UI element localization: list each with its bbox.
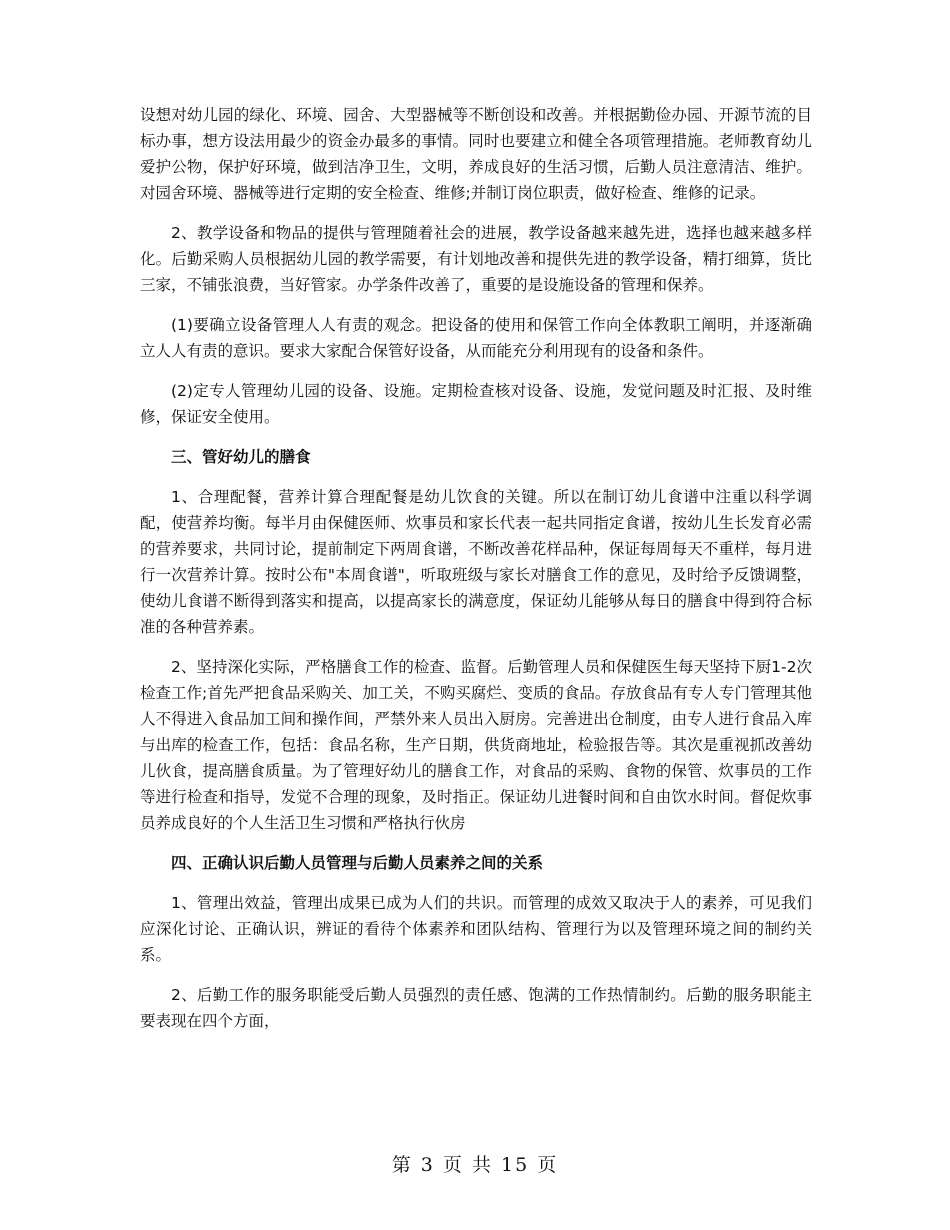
paragraph-5: 1、合理配餐，营养计算合理配餐是幼儿饮食的关键。所以在制订幼儿食谱中注重以科学调配，使营养均衡。每半月由保健医师、炊事员和家长代表一起共同指定食谱，按幼儿生长发育必需的营养要求，共同讨论，提前制定下两周食谱，不断改善花样品种，保证每周每天不重样，每月进行一次营养计算。按时公布"本周食谱"，听取班级与家长对膳食工作的意见，及时给予反馈调整，使幼儿食谱不断得到落实和提高，以提高家长的满意度，保证幼儿能够从每日的膳食中得到符合标准的各种营养素。 bbox=[140, 488, 812, 636]
page-number-footer: 第 3 页 共 15 页 bbox=[391, 1154, 559, 1176]
paragraph-7: 1、管理出效益，管理出成果已成为人们的共识。而管理的成效又取决于人的素养，可见我们应深化讨论、正确认识，辨证的看待个体素养和团队结构、管理行为以及管理环境之间的制约关系。 bbox=[140, 894, 812, 964]
paragraph-4: (2)定专人管理幼儿园的设备、设施。定期检查核对设备、设施，发觉问题及时汇报、及时维修，保证安全使用。 bbox=[140, 382, 812, 426]
paragraph-2: 2、教学设备和物品的提供与管理随着社会的进展，教学设备越来越先进，选择也越来越多样化。后勤采购人员根据幼儿园的教学需要，有计划地改善和提供先进的教学设备，精打细算，货比三家，不铺张浪费，当好管家。办学条件改善了，重要的是设施设备的管理和保养。 bbox=[140, 224, 812, 294]
document-body bbox=[140, 102, 812, 1048]
paragraph-8: 2、后勤工作的服务职能受后勤人员强烈的责任感、饱满的工作热情制约。后勤的服务职能主要表现在四个方面， bbox=[140, 986, 812, 1030]
paragraph-1: 设想对幼儿园的绿化、环境、园舍、大型器械等不断创设和改善。并根据勤俭办园、开源节流的目标办事，想方设法用最少的资金办最多的事情。同时也要建立和健全各项管理措施。老师教育幼儿爱护公物，保护好环境，做到洁净卫生，文明，养成良好的生活习惯，后勤人员注意清洁、维护。对园舍环境、器械等进行定期的安全检查、维修;并制订岗位职责，做好检查、维修的记录。 bbox=[140, 106, 812, 202]
section-heading-4: 四、正确认识后勤人员管理与后勤人员素养之间的关系 bbox=[171, 854, 544, 872]
section-heading-3: 三、管好幼儿的膳食 bbox=[171, 448, 311, 466]
paragraph-6: 2、坚持深化实际，严格膳食工作的检查、监督。后勤管理人员和保健医生每天坚持下厨1-2次检查工作;首先严把食品采购关、加工关，不购买腐烂、变质的食品。存放食品有专人专门管理其他人不得进入食品加工间和操作间，严禁外来人员出入厨房。完善进出仓制度，由专人进行食品入库与出库的检查工作，包括：食品名称，生产日期，供货商地址，检验报告等。其次是重视抓改善幼儿伙食，提高膳食质量。为了管理好幼儿的膳食工作，对食品的采购、食物的保管、炊事员的工作等进行检查和指导，发觉不合理的现象，及时指正。保证幼儿进餐时间和自由饮水时间。督促炊事员养成良好的个人生活卫生习惯和严格执行伙房 bbox=[140, 658, 812, 832]
paragraph-3: (1)要确立设备管理人人有责的观念。把设备的使用和保管工作向全体教职工阐明，并逐渐确立人人有责的意识。要求大家配合保管好设备，从而能充分利用现有的设备和条件。 bbox=[140, 316, 812, 360]
